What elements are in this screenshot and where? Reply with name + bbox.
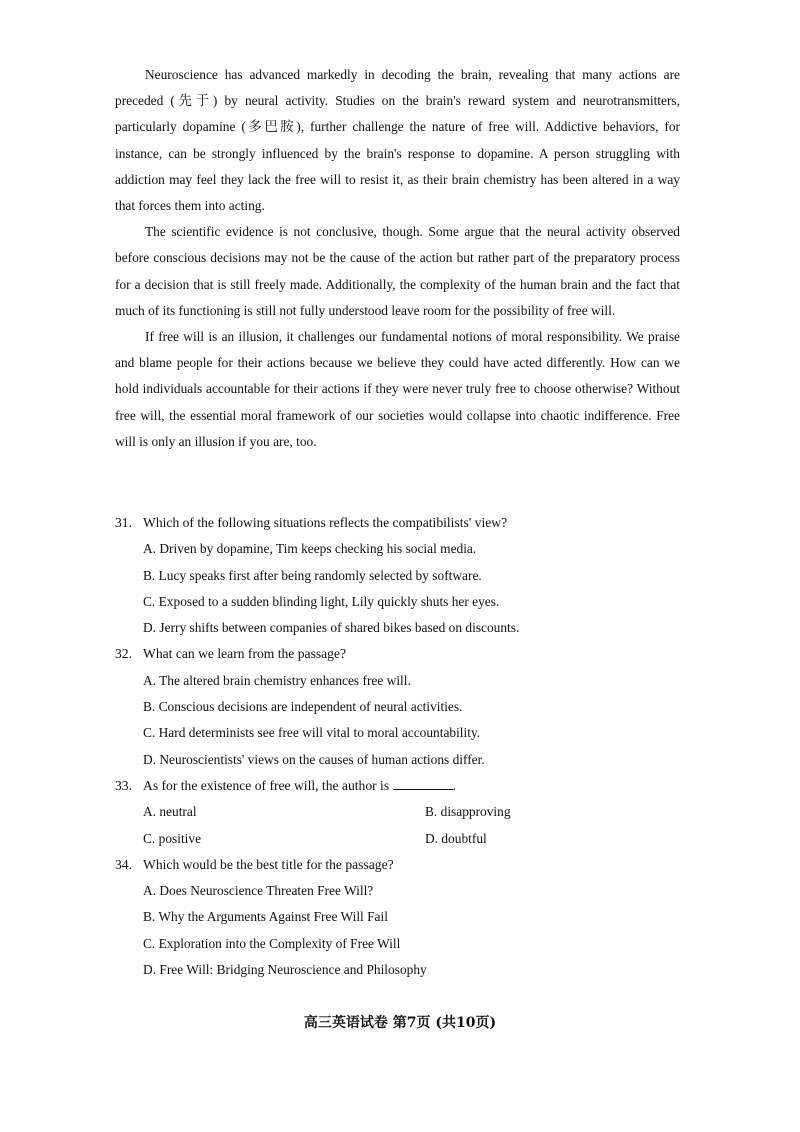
- question-number: 33.: [115, 777, 132, 793]
- option-d[interactable]: D. doubtful: [425, 830, 487, 846]
- option-a[interactable]: A. The altered brain chemistry enhances free will.: [143, 672, 411, 688]
- option-b[interactable]: B. disapproving: [425, 804, 511, 820]
- question-stem: [115, 641, 680, 667]
- option-c[interactable]: C. Exploration into the Complexity of Free Will: [143, 935, 401, 951]
- option-c[interactable]: C. Exposed to a sudden blinding light, Lily quickly shuts her eyes.: [143, 593, 500, 609]
- option-b[interactable]: B. Lucy speaks first after being randomly selected by software.: [143, 567, 482, 583]
- option-b[interactable]: B. Why the Arguments Against Free Will Fail: [143, 909, 388, 925]
- question-stem: [115, 773, 680, 799]
- reading-passage: [115, 62, 680, 455]
- option-a[interactable]: A. Does Neuroscience Threaten Free Will?: [143, 883, 374, 899]
- passage-paragraph-3: If free will is an illusion, it challenges our fundamental notions of moral responsibility. We praise and blame people for their actions because we believe they could have acted differently. How can we hold individuals accountable for their actions if they were never truly free to choose otherwise? Without free will, the essential moral framework of our societies would collapse into chaotic indifference. Free will is only an illusion if you are, too.: [115, 329, 680, 449]
- question-stem: [115, 510, 680, 536]
- question-text-end: .: [452, 777, 456, 793]
- question-text: Which of the following situations reflects the compatibilists' view?: [143, 515, 508, 530]
- passage-paragraph-1: Neuroscience has advanced markedly in decoding the brain, revealing that many actions are preceded (先于) by neural activity. Studies on the brain's reward system and neurotransmitters, particularly dopamine (多巴胺), further challenge the nature of free will. Addictive behaviors, for instance, can be strongly influenced by the brain's response to dopamine. A person struggling with addiction may feel they lack the free will to resist it, as their brain chemistry has been altered in a way that forces them into acting.: [115, 67, 680, 214]
- question-32: [115, 641, 680, 772]
- option-c[interactable]: C. Hard determinists see free will vital to moral accountability.: [143, 725, 481, 741]
- option-a[interactable]: A. neutral: [143, 804, 197, 820]
- question-number: 34.: [115, 856, 132, 872]
- option-d[interactable]: D. Jerry shifts between companies of shared bikes based on discounts.: [143, 620, 520, 636]
- question-text: What can we learn from the passage?: [143, 646, 347, 662]
- page-footer: 高三英语试卷 第7页 (共10页): [303, 1015, 497, 1031]
- question-number: 31.: [115, 515, 132, 530]
- option-list: [143, 536, 680, 641]
- option-c[interactable]: C. positive: [143, 830, 202, 846]
- question-list: [115, 510, 680, 983]
- answer-blank[interactable]: [393, 775, 453, 790]
- option-list: [143, 878, 680, 983]
- question-text: Which would be the best title for the passage?: [143, 856, 394, 872]
- passage-paragraph-2: The scientific evidence is not conclusive, though. Some argue that the neural activity observed before conscious decisions may not be the cause of the action but rather part of the preparatory process for a decision that is still freely made. Additionally, the complexity of the human brain and the fact that much of its functioning is still not fully understood leave room for the possibility of free will.: [115, 224, 680, 318]
- option-list: [143, 668, 680, 773]
- question-34: [115, 852, 680, 983]
- option-a[interactable]: A. Driven by dopamine, Tim keeps checking his social media.: [143, 541, 477, 557]
- option-b[interactable]: B. Conscious decisions are independent of neural activities.: [143, 699, 463, 715]
- question-number: 32.: [115, 646, 132, 662]
- question-stem: [115, 852, 680, 878]
- question-31: [115, 510, 680, 641]
- option-list: [143, 799, 680, 852]
- question-text: As for the existence of free will, the author is: [143, 777, 390, 793]
- option-d[interactable]: D. Free Will: Bridging Neuroscience and Philosophy: [143, 962, 427, 978]
- question-33: [115, 773, 680, 852]
- option-d[interactable]: D. Neuroscientists' views on the causes of human actions differ.: [143, 751, 485, 767]
